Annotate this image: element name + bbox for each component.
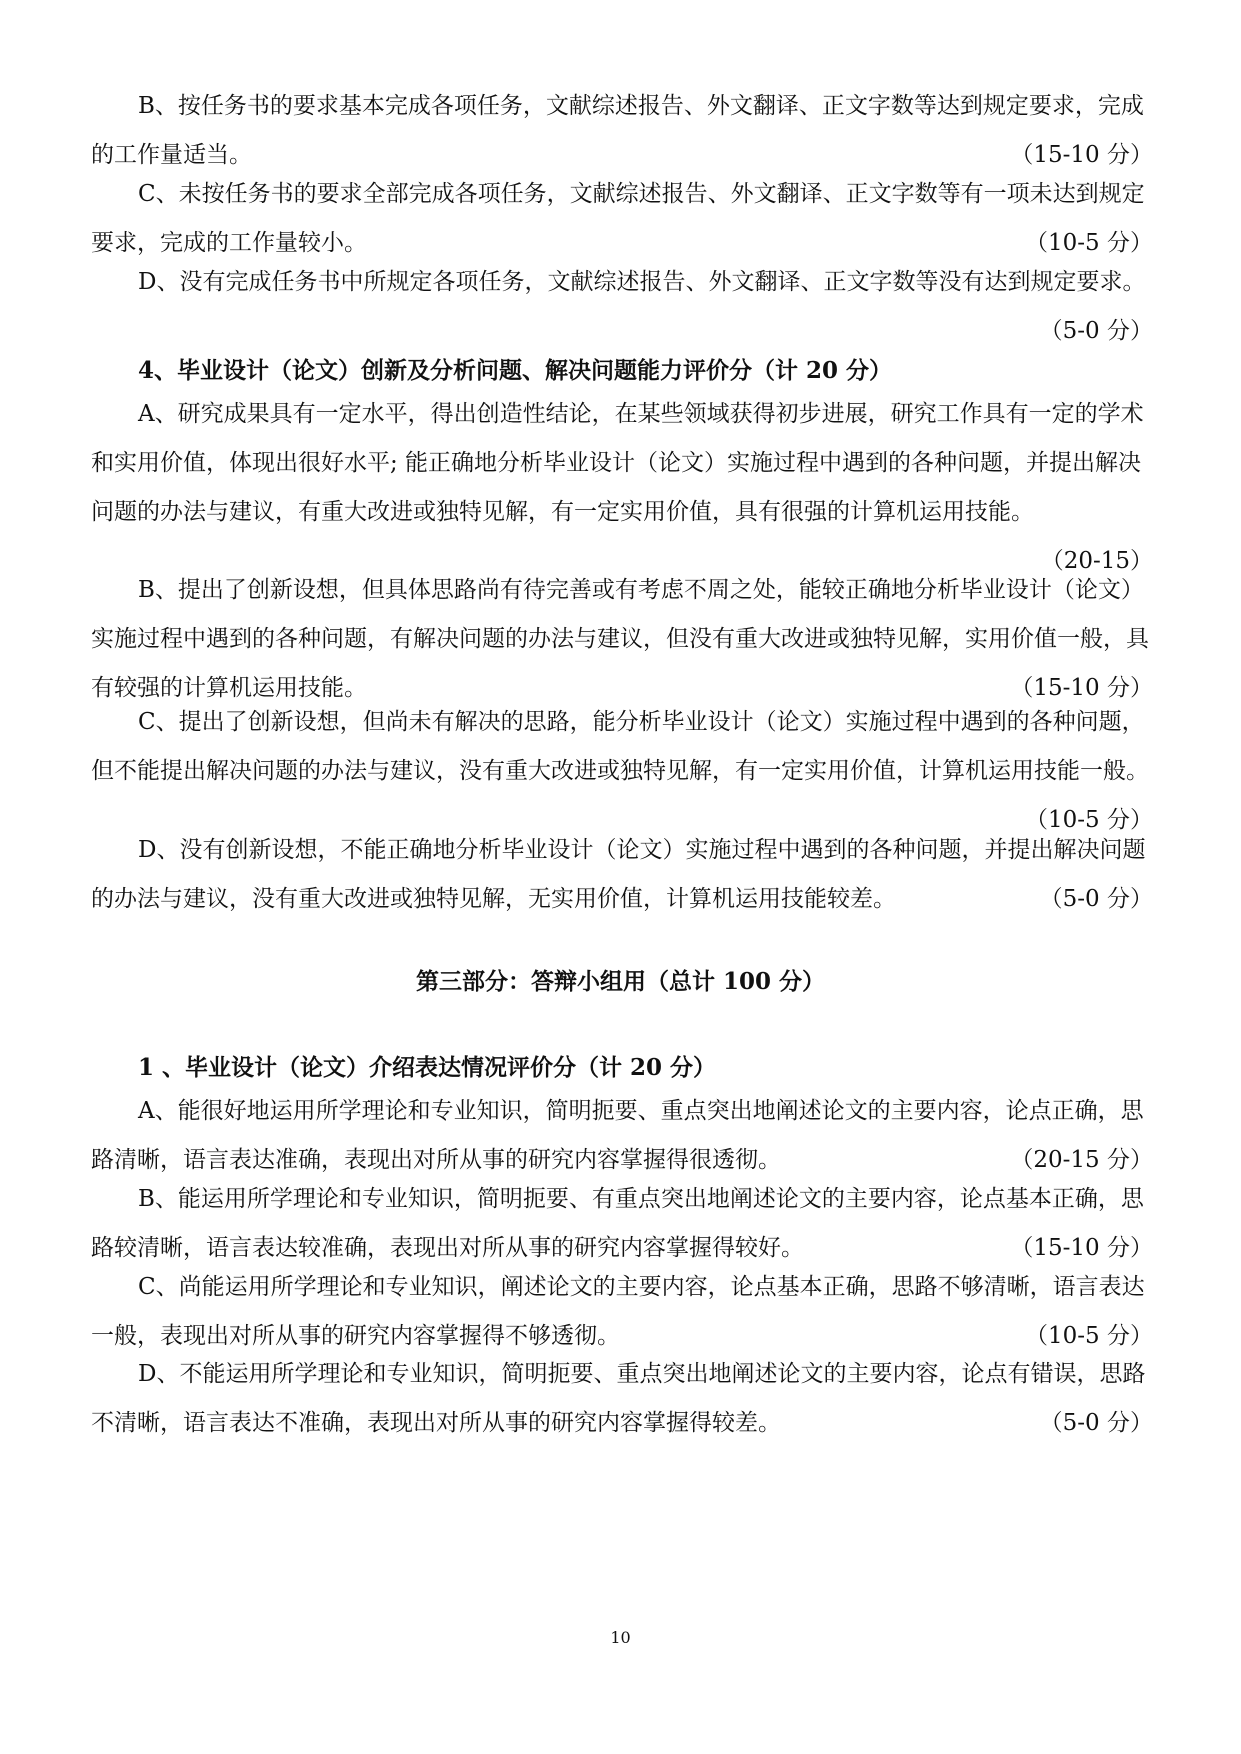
score-range: （15-10 分）: [1010, 1235, 1153, 1261]
criterion-4-c: C、提出了创新设想，但尚未有解决的思路，能分析毕业设计（论文）实施过程中遇到的各种问题，但不能提出解决问题的办法与建议，没有重大改进或独特见解，有一定实用价值，计算机运用技能一般。 （10-5 分）: [91, 698, 1153, 845]
criterion-4-b: B、提出了创新设想，但具体思路尚有待完善或有考虑不周之处，能较正确地分析毕业设计（论文）实施过程中遇到的各种问题，有解决问题的办法与建议，但没有重大改进或独特见解，实用价值一般，具有较强的计算机运用技能。 （15-10 分）: [91, 566, 1153, 713]
criterion-1-d: D、不能运用所学理论和专业知识，简明扼要、重点突出地阐述论文的主要内容，论点有错误，思路不清晰，语言表达不准确，表现出对所从事的研究内容掌握得较差。 （5-0 分）: [91, 1350, 1153, 1448]
criterion-1-b: B、能运用所学理论和专业知识，简明扼要、有重点突出地阐述论文的主要内容，论点基本正确，思路较清晰，语言表达较准确，表现出对所从事的研究内容掌握得较好。 （15-10 分）: [91, 1175, 1153, 1273]
score-range: （20-15）: [1040, 548, 1153, 574]
score-range: （10-5 分）: [1025, 230, 1153, 256]
criterion-1-c: C、尚能运用所学理论和专业知识，阐述论文的主要内容，论点基本正确，思路不够清晰，语言表达一般，表现出对所从事的研究内容掌握得不够透彻。 （10-5 分）: [91, 1263, 1153, 1361]
score-range: （10-5 分）: [1025, 807, 1153, 833]
score-range: （15-10 分）: [1010, 142, 1153, 168]
score-range: （20-15 分）: [1010, 1147, 1153, 1173]
score-range: （10-5 分）: [1025, 1323, 1153, 1349]
criterion-4-a: A、研究成果具有一定水平，得出创造性结论，在某些领域获得初步进展，研究工作具有一定的学术和实用价值，体现出很好水平; 能正确地分析毕业设计（论文）实施过程中遇到的各种问题，并提出解决问题的办法与建议，有重大改进或独特见解，有一定实用价值，具有很强的计算机运用技能。 （20-15）: [91, 390, 1153, 586]
section-1-heading: 1 、毕业设计（论文）介绍表达情况评价分（计 20 分）: [138, 1054, 717, 1081]
page-number: 10: [610, 1628, 631, 1647]
criterion-1-a: A、能很好地运用所学理论和专业知识，简明扼要、重点突出地阐述论文的主要内容，论点正确，思路清晰，语言表达准确，表现出对所从事的研究内容掌握得很透彻。 （20-15 分）: [91, 1087, 1153, 1185]
score-range: （15-10 分）: [1010, 675, 1153, 701]
criterion-4-d: D、没有创新设想，不能正确地分析毕业设计（论文）实施过程中遇到的各种问题，并提出解决问题的办法与建议，没有重大改进或独特见解，无实用价值，计算机运用技能较差。 （5-0 分）: [91, 826, 1153, 924]
part-3-title: 第三部分：答辩小组用（总计 100 分）: [415, 968, 826, 995]
criterion-prev-c: C、未按任务书的要求全部完成各项任务，文献综述报告、外文翻译、正文字数等有一项未达到规定要求，完成的工作量较小。 （10-5 分）: [91, 170, 1153, 268]
score-range: （5-0 分）: [1039, 886, 1153, 912]
score-range: （5-0 分）: [1039, 318, 1153, 344]
section-4-heading: 4、毕业设计（论文）创新及分析问题、解决问题能力评价分（计 20 分）: [138, 357, 893, 384]
criterion-prev-d: D、没有完成任务书中所规定各项任务，文献综述报告、外文翻译、正文字数等没有达到规定要求。 （5-0 分）: [91, 258, 1153, 356]
score-range: （5-0 分）: [1039, 1410, 1153, 1436]
criterion-prev-b: B、按任务书的要求基本完成各项任务，文献综述报告、外文翻译、正文字数等达到规定要求，完成的工作量适当。 （15-10 分）: [91, 82, 1153, 180]
